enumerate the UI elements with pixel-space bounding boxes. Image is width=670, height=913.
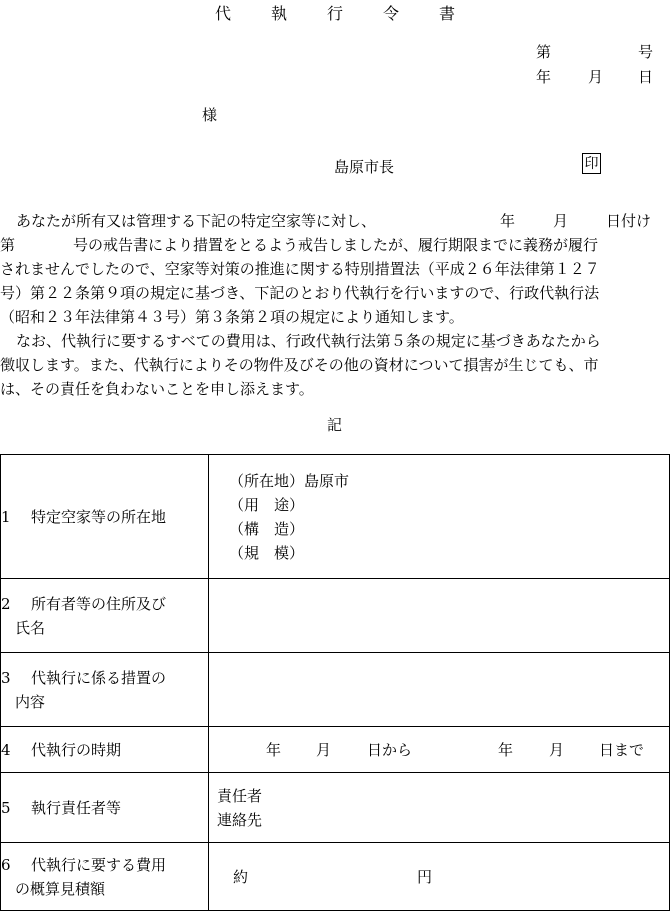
doc-number-suffix: 号: [638, 43, 654, 61]
table-row: [1, 727, 670, 773]
row-label: [1, 727, 209, 773]
period-to-day: 日まで: [599, 741, 645, 759]
body-line: あなたが所有又は管理する下記の特定空家等に対し、: [16, 212, 377, 230]
date-year: 年: [536, 68, 552, 86]
row-label: [1, 579, 209, 653]
table-row: [1, 843, 670, 911]
row-number: 4: [1, 740, 11, 759]
row-label-text: の概算見積額: [15, 879, 106, 898]
body-line: 号）第２２条第９項の規定に基づき、下記のとおり代執行を行いますので、行政代執行法: [0, 284, 600, 302]
row-label-text: 執行責任者等: [31, 798, 122, 817]
row-label-text: 所有者等の住所及び: [31, 594, 167, 613]
body-line-month: 月: [553, 212, 569, 230]
title-char: 行: [326, 4, 343, 23]
row-label-text: 代執行に要する費用: [31, 855, 167, 874]
period-value: [209, 727, 670, 773]
row-value: [209, 455, 670, 579]
contact-label: 連絡先: [217, 810, 263, 829]
table-row: [1, 455, 670, 579]
cost-estimate-value: [209, 843, 670, 911]
seal-stamp: 印: [582, 153, 601, 174]
row-label-text: 特定空家等の所在地: [31, 507, 167, 526]
period-to-month: 月: [549, 741, 565, 759]
doc-number-prefix: 第: [536, 43, 552, 61]
body-line-year: 年: [500, 212, 516, 230]
owner-address-value: [209, 579, 670, 653]
period-from-year: 年: [266, 741, 282, 759]
row-label-text: 氏名: [15, 618, 46, 637]
location-label: （所在地）: [229, 471, 305, 490]
responsible-person-label: 責任者: [217, 786, 263, 805]
period-from-day: 日から: [367, 741, 413, 759]
body-line: 徴収します。また、代執行によりその物件及びその他の資材について損害が生じても、市: [0, 356, 599, 374]
title-char: 書: [439, 4, 456, 23]
cost-yen-label: 円: [417, 868, 433, 886]
row-label: [1, 455, 209, 579]
row-number: 6: [1, 855, 11, 874]
date-day: 日: [638, 68, 654, 86]
row-label: [1, 843, 209, 911]
measures-value: [209, 653, 670, 727]
title-char: 代: [214, 4, 231, 23]
row-number: 1: [1, 507, 11, 526]
row-label-text: 代執行に係る措置の: [31, 668, 167, 687]
date-month: 月: [588, 68, 604, 86]
body-line: されませんでしたので、空家等対策の推進に関する特別措置法（平成２６年法律第１２７: [0, 260, 600, 278]
body-line-day: 日付け: [606, 212, 652, 230]
body-line-number-prefix: 第: [0, 236, 16, 254]
scale-label: （規 模）: [229, 543, 305, 562]
row-number: 5: [1, 798, 11, 817]
table-row: [1, 773, 670, 843]
structure-label: （構 造）: [229, 519, 305, 538]
record-mark: 記: [327, 416, 343, 434]
table-row: [1, 653, 670, 727]
row-label: [1, 773, 209, 843]
row-label-text: 内容: [15, 692, 46, 711]
execution-details-table: [0, 454, 670, 911]
row-number: 2: [1, 594, 11, 613]
document-title: [0, 6, 670, 22]
use-label: （用 途）: [229, 495, 305, 514]
title-char: 執: [270, 4, 287, 23]
row-label: [1, 653, 209, 727]
body-line: は、その責任を負わないことを申し添えます。: [0, 380, 314, 398]
addressee-suffix: 様: [202, 106, 218, 124]
row-number: 3: [1, 668, 11, 687]
location-value: 島原市: [304, 471, 350, 490]
body-line: 号の戒告書により措置をとるよう戒告しましたが、履行期限までに義務が履行: [73, 236, 599, 254]
period-to-year: 年: [498, 741, 514, 759]
issuer-name: 島原市長: [334, 158, 395, 176]
body-line: （昭和２３年法律第４３号）第３条第２項の規定により通知します。: [0, 308, 464, 326]
period-from-month: 月: [316, 741, 332, 759]
table-row: [1, 579, 670, 653]
row-label-text: 代執行の時期: [31, 740, 122, 759]
responsible-value: [209, 773, 670, 843]
title-char: 令: [383, 4, 400, 23]
body-line: なお、代執行に要するすべての費用は、行政代執行法第５条の規定に基づきあなたから: [16, 332, 601, 350]
cost-approx-label: 約: [233, 868, 249, 886]
